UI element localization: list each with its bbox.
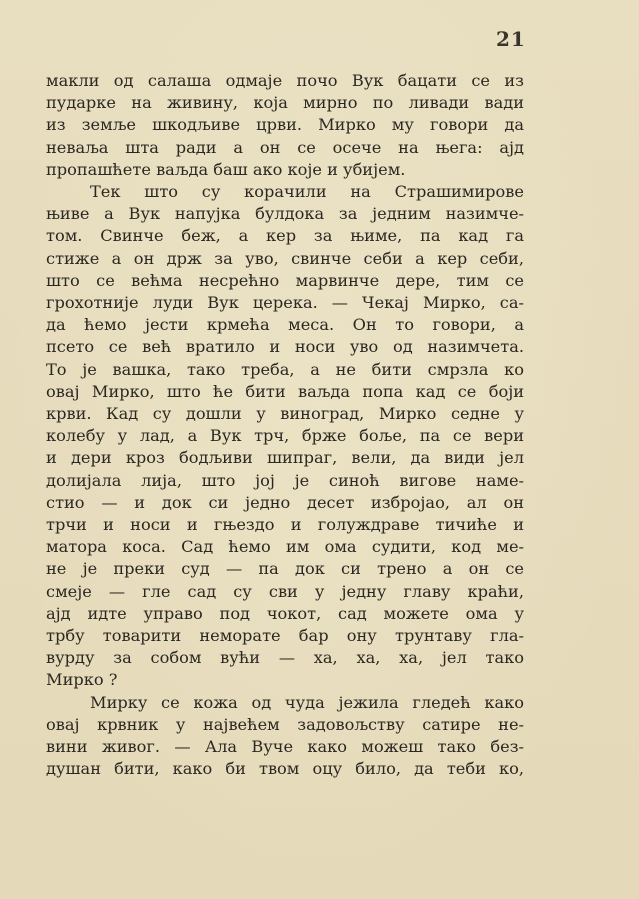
text-line: из земље шкодљиве црви. Мирко му говори да: [46, 115, 524, 135]
text-line: вурду за собом вући — ха, ха, ха, јел тако: [46, 648, 524, 668]
text-line: не је преки суд — па док си трено а он се: [46, 559, 524, 579]
text-line: стиже а он држ за уво, свинче себи а кер себи,: [46, 248, 524, 268]
body-text: [46, 70, 524, 781]
text-line: Тек што су корачили на Страшимирове: [90, 182, 524, 202]
text-line: колебу у лад, а Вук трч, брже боље, па се вери: [46, 426, 524, 446]
text-line: што се већма несрећно марвинче дере, тим се: [46, 270, 524, 290]
text-line: стио — и док си једно десет избројао, ал он: [46, 492, 524, 512]
text-line: матора коса. Сад ћемо им ома судити, код ме-: [46, 537, 524, 557]
paragraph-3: [46, 692, 524, 781]
page-number: 21: [496, 27, 526, 51]
text-line: душан бити, како би твом оцу било, да теби ко,: [46, 759, 524, 779]
text-line: ајд идте управо под чокот, сад можете ома у: [46, 603, 524, 623]
text-line: крви. Кад су дошли у виноград, Мирко седне у: [46, 404, 524, 424]
text-line: и дери кроз бодљиви шипраг, вели, да види јел: [46, 448, 524, 468]
text-line: макли од салаша одмаје почо Вук бацати се из: [46, 71, 524, 90]
text-line: Мирко ?: [46, 670, 118, 690]
text-line: вини живог. — Ала Вуче како можеш тако без-: [46, 737, 524, 757]
paragraph-1: [46, 70, 524, 181]
text-line: трчи и носи и гњездо и голуждраве тичиће и: [46, 515, 524, 535]
text-line: да ћемо јести крмећа меса. Он то говори, а: [46, 315, 524, 335]
text-line: долијала лија, што јој је синоћ вигове наме-: [46, 470, 524, 490]
text-line: овај Мирко, што ће бити ваљда попа кад се боји: [46, 381, 524, 401]
text-line: неваља шта ради а он се осече на њега: ајд: [46, 137, 524, 157]
text-line: То је вашка, тако треба, а не бити смрзла ко: [46, 359, 524, 379]
text-line: Мирку се кожа од чуда јежила гледећ како: [90, 692, 524, 712]
text-line: пударке на живину, која мирно по ливади вади: [46, 93, 524, 113]
text-line: трбу товарити неморате бар ону трунтаву гла-: [46, 626, 524, 646]
text-line: том. Свинче беж, а кер за њиме, па кад га: [46, 226, 524, 246]
text-line: пропашћете ваљда баш ако које и убијем.: [46, 159, 406, 179]
text-line: грохотније луди Вук церека. — Чекај Мирко, са-: [46, 293, 524, 313]
text-line: смеје — гле сад су сви у једну главу краћи,: [46, 581, 524, 601]
text-line: псето се већ вратило и носи уво од назимчета.: [46, 337, 524, 357]
text-line: овај крвник у највећем задовољству сатире не-: [46, 714, 524, 734]
text-line: њиве а Вук напујка булдока за једним назимче-: [46, 204, 524, 224]
paragraph-2: [46, 181, 524, 692]
